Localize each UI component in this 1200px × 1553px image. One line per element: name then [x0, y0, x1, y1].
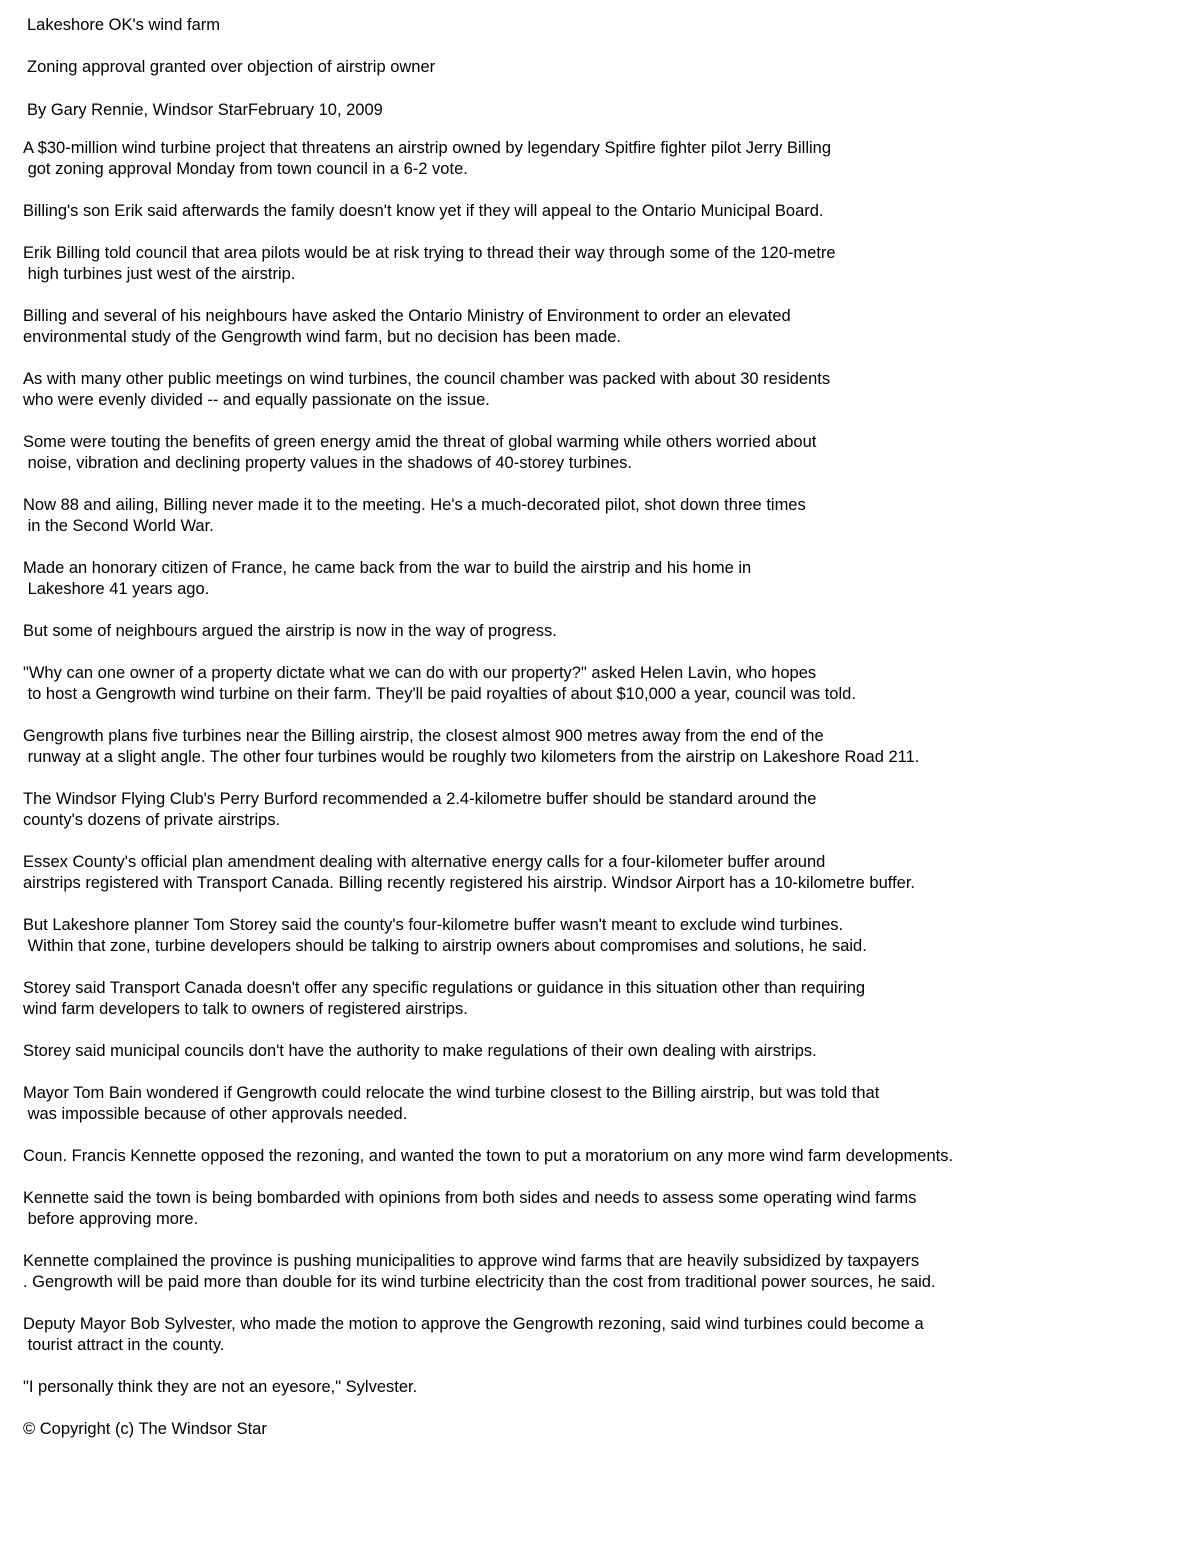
article-paragraph	[23, 243, 1183, 285]
paragraph-line: As with many other public meetings on wind turbines, the council chamber was packed with about 30 residents	[23, 370, 831, 388]
paragraph-line: A $30-million wind turbine project that threatens an airstrip owned by legendary Spitfire fighter pilot Jerry Billing	[23, 139, 832, 157]
article-paragraph	[23, 726, 1183, 768]
article-paragraph	[23, 1419, 1183, 1440]
paragraph-line: runway at a slight angle. The other four turbines would be roughly two kilometers from the airstrip on Lakeshore Road 211.	[23, 748, 920, 766]
paragraph-line: "I personally think they are not an eyesore," Sylvester.	[23, 1378, 418, 1396]
paragraph-line: Essex County's official plan amendment dealing with alternative energy calls for a four-kilometer buffer around	[23, 853, 826, 871]
paragraph-line: in the Second World War.	[23, 517, 214, 535]
article-paragraph	[23, 1146, 1183, 1167]
article-paragraph	[23, 369, 1183, 411]
paragraph-line: county's dozens of private airstrips.	[23, 811, 281, 829]
paragraph-line: before approving more.	[23, 1210, 199, 1228]
article-paragraph	[23, 789, 1183, 831]
article-paragraph	[23, 663, 1183, 705]
paragraph-line: Made an honorary citizen of France, he came back from the war to build the airstrip and his home in	[23, 559, 752, 577]
paragraph-line: Mayor Tom Bain wondered if Gengrowth could relocate the wind turbine closest to the Billing airstrip, but was told that	[23, 1084, 880, 1102]
paragraph-line: got zoning approval Monday from town council in a 6-2 vote.	[23, 160, 468, 178]
paragraph-line: But some of neighbours argued the airstrip is now in the way of progress.	[23, 622, 557, 640]
article-paragraph	[23, 1041, 1183, 1062]
paragraph-line: Lakeshore 41 years ago.	[23, 580, 210, 598]
article-paragraph	[23, 1314, 1183, 1356]
paragraph-line: Billing's son Erik said afterwards the family doesn't know yet if they will appeal to the Ontario Municipal Board.	[23, 202, 824, 220]
paragraph-line: to host a Gengrowth wind turbine on their farm. They'll be paid royalties of about $10,000 a year, council was told.	[23, 685, 856, 703]
paragraph-line: Erik Billing told council that area pilots would be at risk trying to thread their way through some of the 120-metre	[23, 244, 836, 262]
paragraph-line: Gengrowth plans five turbines near the Billing airstrip, the closest almost 900 metres away from the end of the	[23, 727, 824, 745]
paragraph-line: Some were touting the benefits of green energy amid the threat of global warming while others worried about	[23, 433, 817, 451]
paragraph-line: was impossible because of other approvals needed.	[23, 1105, 408, 1123]
article-paragraph	[23, 1377, 1183, 1398]
article-paragraph	[23, 558, 1183, 600]
article-paragraph	[23, 306, 1183, 348]
subheadline: Zoning approval granted over objection of airstrip owner	[27, 58, 436, 76]
paragraph-line: who were evenly divided -- and equally passionate on the issue.	[23, 391, 490, 409]
paragraph-line: Within that zone, turbine developers should be talking to airstrip owners about compromises and solutions, he said.	[23, 937, 867, 955]
paragraph-line: Billing and several of his neighbours have asked the Ontario Ministry of Environment to order an elevated	[23, 307, 791, 325]
paragraph-line: environmental study of the Gengrowth wind farm, but no decision has been made.	[23, 328, 622, 346]
paragraph-line: high turbines just west of the airstrip.	[23, 265, 296, 283]
paragraph-line: "Why can one owner of a property dictate what we can do with our property?" asked Helen Lavin, who hopes	[23, 664, 817, 682]
paragraph-line: Storey said municipal councils don't have the authority to make regulations of their own dealing with airstrips.	[23, 1042, 817, 1060]
article-paragraph	[23, 621, 1183, 642]
headline: Lakeshore OK's wind farm	[27, 16, 220, 34]
paragraph-line: tourist attract in the county.	[23, 1336, 225, 1354]
byline: By Gary Rennie, Windsor StarFebruary 10, 2009	[27, 101, 383, 119]
article-paragraph	[23, 1251, 1183, 1293]
article-body	[23, 138, 1183, 1461]
article-paragraph	[23, 978, 1183, 1020]
paragraph-line: wind farm developers to talk to owners of registered airstrips.	[23, 1000, 468, 1018]
article-paragraph	[23, 915, 1183, 957]
article-paragraph	[23, 201, 1183, 222]
paragraph-line: Kennette complained the province is pushing municipalities to approve wind farms that are heavily subsidized by taxpayers	[23, 1252, 920, 1270]
article-paragraph	[23, 1188, 1183, 1230]
article-paragraph	[23, 138, 1183, 180]
paragraph-line: But Lakeshore planner Tom Storey said the county's four-kilometre buffer wasn't meant to exclude wind turbines.	[23, 916, 844, 934]
article-paragraph	[23, 432, 1183, 474]
article-paragraph	[23, 495, 1183, 537]
paragraph-line: © Copyright (c) The Windsor Star	[23, 1420, 267, 1438]
paragraph-line: airstrips registered with Transport Canada. Billing recently registered his airstrip. Windsor Airport has a 10-kilometre buffer.	[23, 874, 915, 892]
article-paragraph	[23, 852, 1183, 894]
paragraph-line: Storey said Transport Canada doesn't offer any specific regulations or guidance in this situation other than requiring	[23, 979, 866, 997]
paragraph-line: . Gengrowth will be paid more than double for its wind turbine electricity than the cost from traditional power sources, he said.	[23, 1273, 936, 1291]
paragraph-line: Coun. Francis Kennette opposed the rezoning, and wanted the town to put a moratorium on any more wind farm developments.	[23, 1147, 954, 1165]
paragraph-line: Now 88 and ailing, Billing never made it to the meeting. He's a much-decorated pilot, shot down three times	[23, 496, 806, 514]
paragraph-line: Deputy Mayor Bob Sylvester, who made the motion to approve the Gengrowth rezoning, said wind turbines could become a	[23, 1315, 924, 1333]
paragraph-line: The Windsor Flying Club's Perry Burford recommended a 2.4-kilometre buffer should be standard around the	[23, 790, 817, 808]
paragraph-line: noise, vibration and declining property values in the shadows of 40-storey turbines.	[23, 454, 633, 472]
article-paragraph	[23, 1083, 1183, 1125]
paragraph-line: Kennette said the town is being bombarded with opinions from both sides and needs to assess some operating wind farms	[23, 1189, 917, 1207]
